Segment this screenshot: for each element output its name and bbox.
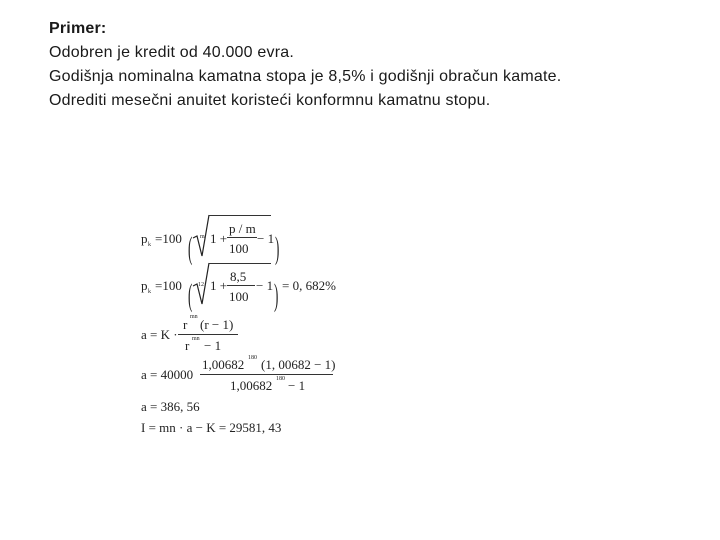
f1-root-index: m	[200, 234, 205, 240]
f2-open-paren: (	[188, 276, 193, 313]
f4-numerator-exponent: 180	[248, 355, 257, 361]
f1-coefficient: =100	[155, 231, 182, 246]
f4-lhs: a = 40000	[141, 367, 194, 382]
f2-minus-one: − 1	[256, 278, 274, 293]
f2-result: = 0, 682%	[282, 278, 336, 293]
f3-lhs: a = K ·	[141, 327, 178, 342]
f1-denominator: 100	[229, 241, 249, 256]
total-interest-result: I = mn · a − K = 29581, 43	[141, 420, 282, 435]
f2-lhs-sub: k	[148, 289, 151, 295]
f3-numerator-base: r	[183, 317, 188, 332]
f2-root-index: 12	[198, 282, 204, 288]
f1-minus-one: − 1	[257, 231, 275, 246]
f1-lhs: p	[141, 231, 148, 246]
f1-one-plus: 1 +	[210, 231, 228, 246]
example-heading: Primer:	[49, 20, 107, 37]
f3-numerator-rest: (r − 1)	[200, 317, 234, 332]
f4-denominator-exponent: 180	[276, 376, 285, 382]
f1-close-paren: )	[275, 229, 280, 266]
f3-numerator-exponent: mn	[190, 314, 198, 320]
f1-lhs-sub: k	[148, 242, 151, 248]
f2-lhs: p	[141, 278, 148, 293]
f4-denominator-rest: − 1	[288, 378, 306, 393]
f2-denominator: 100	[229, 289, 249, 304]
f3-denominator-rest: − 1	[204, 338, 222, 353]
f2-root-bar	[209, 263, 271, 264]
f2-coefficient: =100	[155, 278, 182, 293]
interest-rate-line: Godišnja nominalna kamatna stopa je 8,5% i godišnji obračun kamate.	[49, 68, 562, 85]
f3-fraction-bar	[178, 334, 238, 335]
f1-open-paren: (	[188, 229, 193, 266]
f2-one-plus: 1 +	[210, 278, 228, 293]
f4-fraction-bar	[200, 374, 333, 375]
f1-fraction-bar	[227, 237, 257, 238]
f1-numerator: p / m	[229, 221, 256, 236]
f2-close-paren: )	[274, 276, 279, 313]
f3-denominator-base: r	[185, 338, 190, 353]
f3-denominator-exponent: mn	[192, 336, 200, 342]
credit-amount-line: Odobren je kredit od 40.000 evra.	[49, 44, 294, 61]
f2-numerator: 8,5	[230, 269, 247, 284]
f4-numerator-rest: (1, 00682 − 1)	[261, 357, 336, 372]
f4-denominator-base: 1,00682	[230, 378, 273, 393]
task-line: Odrediti mesečni anuitet koristeći konformnu kamatnu stopu.	[49, 92, 491, 109]
f2-fraction-bar	[227, 285, 255, 286]
f4-numerator-base: 1,00682	[202, 357, 245, 372]
f1-root-bar	[209, 215, 271, 216]
annuity-result: a = 386, 56	[141, 399, 200, 414]
